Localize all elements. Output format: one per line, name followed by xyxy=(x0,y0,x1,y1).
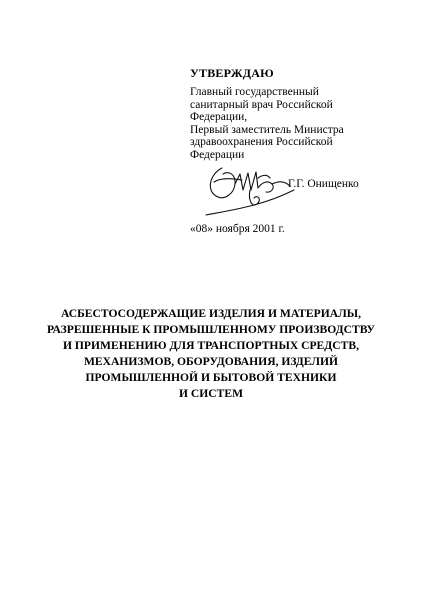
title-line: И ПРИМЕНЕНИЮ ДЛЯ ТРАНСПОРТНЫХ СРЕДСТВ, xyxy=(63,339,359,352)
position-line: санитарный врач Российской xyxy=(190,98,333,111)
approval-block xyxy=(190,66,410,161)
position-line: Федерации xyxy=(190,148,245,161)
position-line: Первый заместитель Министра xyxy=(190,123,344,136)
signer-name: Г.Г. Онищенко xyxy=(288,178,359,190)
handwritten-signature xyxy=(202,160,302,222)
position-line: Главный государственный xyxy=(190,86,319,98)
approval-heading: УТВЕРЖДАЮ xyxy=(190,66,274,80)
title-line: МЕХАНИЗМОВ, ОБОРУДОВАНИЯ, ИЗДЕЛИЙ xyxy=(83,355,339,368)
title-line: И СИСТЕМ xyxy=(178,387,244,400)
title-line: ПРОМЫШЛЕННОЙ И БЫТОВОЙ ТЕХНИКИ xyxy=(85,371,337,384)
document-title xyxy=(10,306,412,402)
title-line: РАЗРЕШЕННЫЕ К ПРОМЫШЛЕННОМУ ПРОИЗВОДСТВУ xyxy=(46,323,376,336)
title-line: АСБЕСТОСОДЕРЖАЩИЕ ИЗДЕЛИЯ И МАТЕРИАЛЫ, xyxy=(60,307,362,320)
approval-date: «08» ноября 2001 г. xyxy=(190,223,285,235)
position-line: здравоохранения Российской xyxy=(190,136,333,148)
signature-row xyxy=(190,160,410,220)
position-line: Федерации, xyxy=(190,111,248,123)
